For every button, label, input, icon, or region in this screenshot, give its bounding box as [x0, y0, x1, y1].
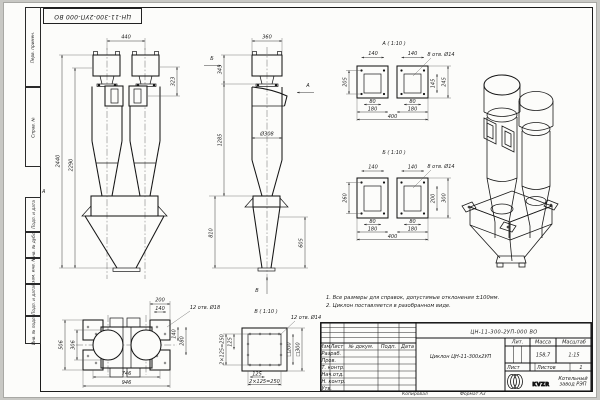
- dim-label: 140: [155, 306, 165, 312]
- dim-label: 400: [387, 234, 398, 240]
- drawing-name: Циклон ЦН-11-300х2УП: [429, 354, 492, 360]
- dim-label: 300: [441, 193, 448, 203]
- dim-label: 180: [407, 106, 418, 113]
- dim-label: 200: [155, 297, 165, 304]
- drawing-designation: ЦН-11-300-2УП-000 ВО: [470, 329, 538, 336]
- margin-label: Взам. инв. №: [30, 256, 36, 286]
- tb-row-nkontr: Н. контр.: [321, 379, 346, 385]
- dim-label: 746: [121, 371, 132, 377]
- dim-label: 140: [407, 51, 418, 57]
- dim-label: 946: [121, 380, 132, 386]
- format-label: Формат А3: [460, 392, 486, 397]
- title-block: [320, 322, 592, 392]
- dim-label: 80: [369, 219, 376, 225]
- dim-label: 400: [387, 114, 398, 120]
- dim-label: □300: [295, 342, 302, 357]
- dim-label: 2440: [55, 154, 62, 168]
- top-view-drawing: [59, 298, 221, 389]
- view-v-drawing: [220, 309, 322, 386]
- dim-label: 2×125=250: [249, 379, 280, 385]
- dim-label: 200: [430, 193, 437, 204]
- view-arrow-label-b: Б: [210, 56, 214, 62]
- dim-label: 440: [121, 34, 131, 41]
- scale-value: 1:15: [568, 352, 580, 359]
- dim-label: 306: [70, 340, 77, 350]
- dim-label: Ø308: [260, 131, 274, 138]
- logo-text: KVZR: [532, 382, 550, 388]
- margin-label: Инв. № дубл.: [30, 230, 36, 260]
- dim-label: 205: [342, 77, 349, 87]
- tb-row-nachotd: Нач.отд.: [321, 372, 344, 378]
- margin-label: Перв. примен.: [30, 31, 36, 63]
- detail-title: В ( 1:10 ): [254, 309, 278, 315]
- tb-row-razrab: Разраб.: [321, 351, 342, 357]
- note-line-2: 2. Циклон поставляется в разобранном виде.: [326, 302, 451, 309]
- tb-row-utv: Утв.: [321, 386, 332, 392]
- side-view-drawing: [204, 35, 314, 295]
- dim-label: 2×125=250: [219, 334, 226, 365]
- dim-label: 360: [262, 34, 272, 41]
- mass-label: Масса: [535, 339, 551, 346]
- tb-row-tkontr: Т. контр.: [321, 365, 345, 371]
- dim-label: 245: [441, 77, 448, 87]
- dim-label: 345: [217, 64, 224, 75]
- dim-label: 80: [409, 219, 416, 225]
- rev-header-date: Дата: [401, 344, 414, 350]
- detail-title: Б ( 1:10 ): [382, 150, 406, 156]
- dim-label: 323: [170, 76, 177, 87]
- sheet-label: Лист: [507, 365, 520, 371]
- view-arrow-label-v: В: [255, 288, 259, 294]
- lit-label: Лит.: [511, 339, 524, 346]
- tb-row-prov: Пров.: [321, 358, 337, 364]
- dim-label: 280: [179, 336, 186, 346]
- dim-label: 80: [409, 99, 416, 105]
- dim-label: 605: [298, 238, 305, 248]
- detail-b-drawing: [343, 150, 455, 241]
- zone-letter: А: [42, 189, 46, 195]
- holes-note: 12 отв. Ø18: [189, 305, 221, 311]
- company-name-line2: завод РЭП: [559, 381, 587, 388]
- dim-label: 145: [430, 78, 437, 89]
- holes-note: 8 отв. Ø14: [427, 164, 455, 170]
- dim-label: 140: [368, 51, 378, 57]
- dim-label: 140: [171, 329, 178, 339]
- isometric-3d-view: [462, 75, 558, 267]
- detail-a-drawing: [343, 41, 455, 121]
- title-block-grid: [320, 322, 592, 392]
- dim-label: 2290: [68, 158, 75, 172]
- rev-header-izm: Изм: [320, 344, 331, 350]
- sheets-label: Листов: [537, 365, 556, 371]
- company-name-line1: Котельный: [558, 376, 588, 382]
- dim-label: 506: [58, 340, 65, 350]
- dim-label: 140: [368, 164, 378, 171]
- rev-header-doc: № докум.: [348, 344, 374, 350]
- dim-label: □200: [286, 342, 293, 357]
- rev-header-sign: Подп.: [380, 344, 397, 350]
- holes-note: 12 отв. Ø14: [290, 315, 322, 321]
- margin-label: Справ. №: [30, 116, 36, 138]
- dim-label: 180: [407, 226, 418, 233]
- view-arrow-label-a: А: [306, 83, 310, 89]
- dim-label: 80: [369, 99, 376, 105]
- detail-title: А ( 1:10 ): [382, 41, 406, 47]
- dim-label: 810: [208, 228, 215, 238]
- dim-label: 125: [227, 337, 234, 347]
- holes-note: 8 отв. Ø14: [427, 52, 455, 58]
- margin-label: Подп. и дата: [30, 285, 36, 315]
- sheets-value: 1: [579, 365, 583, 371]
- dim-label: 180: [367, 226, 378, 233]
- front-view-drawing: [56, 35, 181, 280]
- dim-label: 180: [367, 106, 378, 113]
- note-line-1: 1. Все размеры для справок, допустимые отклонения ±100мм.: [326, 295, 500, 301]
- rev-header-list: Лист: [330, 344, 344, 350]
- dim-label: 125: [252, 371, 262, 378]
- mass-value: 158,7: [535, 352, 551, 359]
- scale-label: Масштаб: [562, 339, 586, 346]
- dim-label: 260: [342, 193, 349, 203]
- margin-label: Подп. и дата: [30, 200, 36, 229]
- copied-label: Копировал: [402, 392, 428, 397]
- margin-label: Инв. № подл.: [30, 315, 36, 345]
- dim-label: 140: [407, 164, 418, 171]
- stamp-text: ЦН-11-300-2УП-000 ВО: [53, 12, 132, 20]
- dim-label: 1285: [217, 133, 224, 147]
- technical-notes: [326, 295, 594, 310]
